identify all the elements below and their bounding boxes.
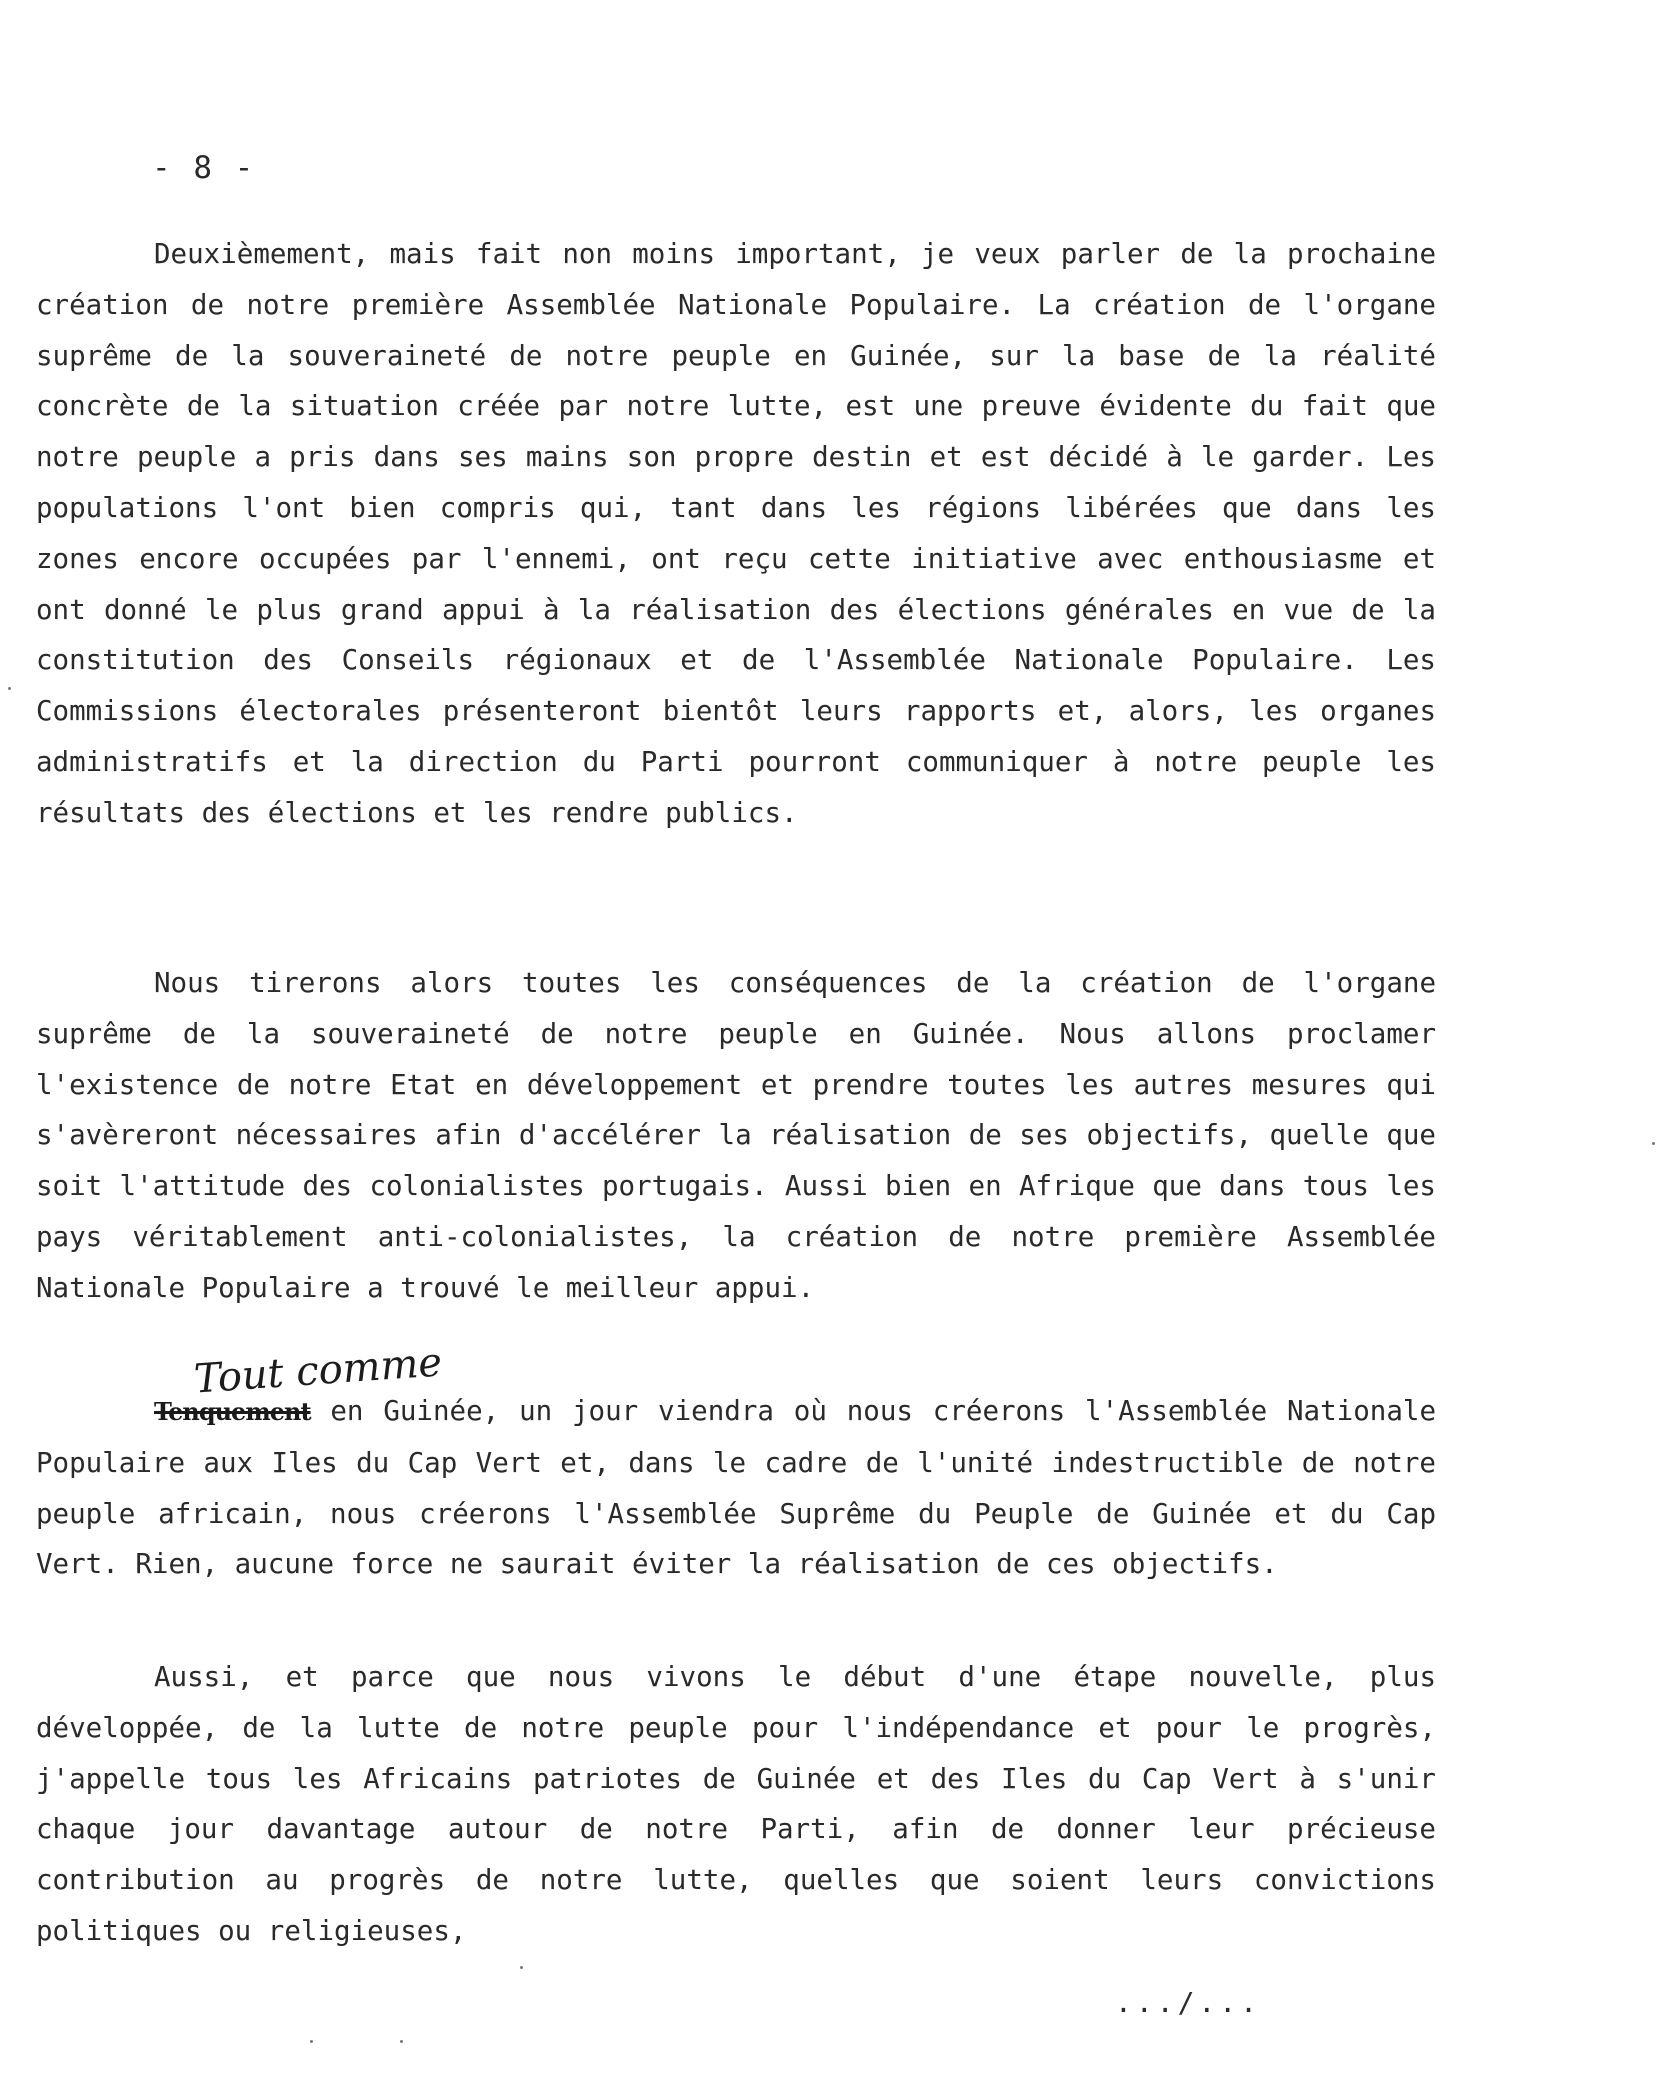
scan-speck: [1652, 1142, 1655, 1145]
continuation-mark: .../...: [1115, 1986, 1262, 2019]
paragraph-3: [36, 1339, 1437, 1590]
struck-out-text: Tenquement: [154, 1397, 311, 1426]
page-number: - 8 -: [152, 150, 256, 186]
paragraph-3-body: un jour viendra où nous créerons l'Assemblée Nationale Populaire aux Iles du Cap Vert et, dans le cadre de l'unité indestructible de notre peuple africain, nous créerons l'Assemblée Suprême du Peuple de Guinée et du Cap Vert. Rien, aucune force ne saurait éviter la réalisation de ces objectifs.: [36, 1395, 1437, 1581]
scan-speck: [520, 1966, 523, 1969]
paragraph-4: Aussi, et parce que nous vivons le début d'une étape nouvelle, plus développée, de la lutte de notre peuple pour l'indépendance et pour le progrès, j'appelle tous les Africains patriotes de Guinée et des Iles du Cap Vert à s'unir chaque jour davantage autour de notre Parti, afin de donner leur précieuse contribution au progrès de notre lutte, quelles que soient leurs convictions politiques ou religieuses,: [36, 1661, 1436, 1947]
paragraph-3-lead: en Guinée,: [330, 1395, 500, 1427]
scan-speck: [400, 2040, 403, 2043]
handwritten-insertion: Tout comme: [192, 1339, 444, 1403]
scan-speck: [8, 687, 11, 690]
paragraph-1: Deuxièmement, mais fait non moins important, je veux parler de la prochaine création de notre première Assemblée Nationale Populaire. La création de l'organe suprême de la souveraineté de notre peuple en Guinée, sur la base de la réalité concrète de la situation créée par notre lutte, est une preuve évidente du fait que notre peuple a pris dans ses mains son propre destin et est décidé à le garder. Les populations l'ont bien compris qui, tant dans les régions libérées que dans les zones encore occupées par l'ennemi, ont reçu cette initiative avec enthousiasme et ont donné le plus grand appui à la réalisation des élections générales en vue de la constitution des Conseils régionaux et de l'Assemblée Nationale Populaire. Les Commissions électorales présenteront bientôt leurs rapports et, alors, les organes administratifs et la direction du Parti pourront communiquer à notre peuple les résultats des élections et les rendre publics.: [36, 238, 1436, 829]
paragraph-2: Nous tirerons alors toutes les conséquences de la création de l'organe suprême de la souveraineté de notre peuple en Guinée. Nous allons proclamer l'existence de notre Etat en développement et prendre toutes les autres mesures qui s'avèreront nécessaires afin d'accélérer la réalisation de ses objectifs, quelle que soit l'attitude des colonialistes portugais. Aussi bien en Afrique que dans tous les pays véritablement anti-colonialistes, la création de notre première Assemblée Nationale Populaire a trouvé le meilleur appui.: [36, 967, 1436, 1304]
scan-speck: [310, 2040, 313, 2043]
